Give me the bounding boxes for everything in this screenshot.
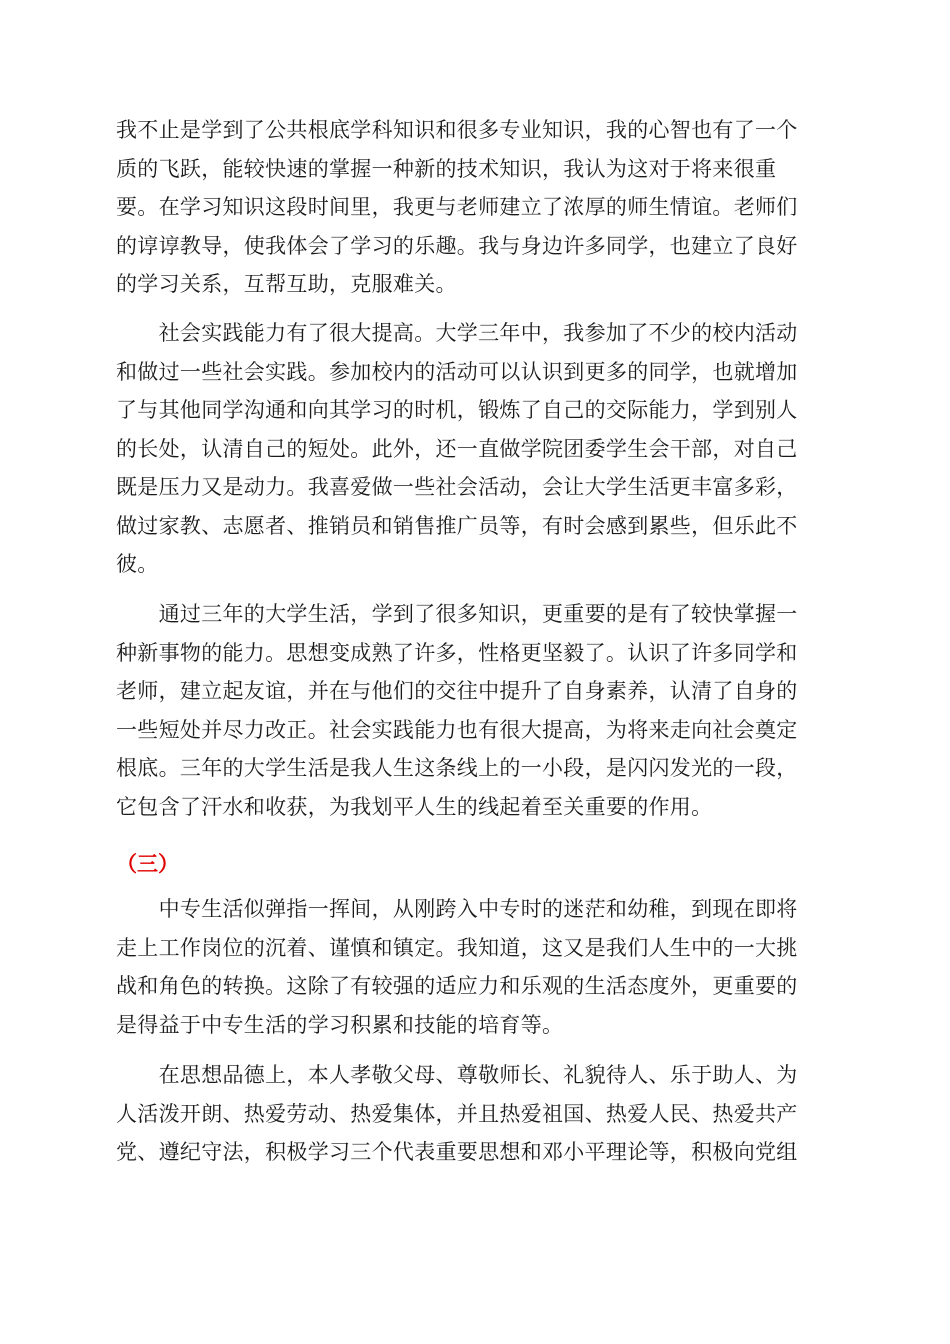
text-line: 通过三年的大学生活，学到了很多知识，更重要的是有了较快掌握一 <box>116 602 798 626</box>
text-line: 了与其他同学沟通和向其学习的时机，锻炼了自己的交际能力，学到别人 <box>116 398 798 422</box>
text-line: 社会实践能力有了很大提高。大学三年中，我参加了不少的校内活动 <box>116 321 798 345</box>
section-heading: （三） <box>116 852 179 876</box>
text-line: 要。在学习知识这段时间里，我更与老师建立了浓厚的师生情谊。老师们 <box>116 195 798 219</box>
text-line: 质的飞跃，能较快速的掌握一种新的技术知识，我认为这对于将来很重 <box>116 156 777 181</box>
text-line: 根底。三年的大学生活是我人生这条线上的一小段，是闪闪发光的一段， <box>116 756 798 780</box>
text-line: 是得益于中专生活的学习积累和技能的培育等。 <box>116 1012 564 1037</box>
paragraph-1 <box>116 111 834 304</box>
paragraph-2 <box>116 314 834 584</box>
text-line: 老师，建立起友谊，并在与他们的交往中提升了自身素养，认清了自身的 <box>116 679 798 703</box>
text-line: 人活泼开朗、热爱劳动、热爱集体，并且热爱祖国、热爱人民、热爱共产 <box>116 1101 798 1126</box>
text-line: 彼。 <box>116 552 159 576</box>
paragraph-5 <box>116 1056 834 1172</box>
text-line: 的谆谆教导，使我体会了学习的乐趣。我与身边许多同学，也建立了良好 <box>116 233 798 258</box>
text-line: 种新事物的能力。思想变成熟了许多，性格更坚毅了。认识了许多同学和 <box>116 640 798 665</box>
text-line: 的学习关系，互帮互助，克服难关。 <box>116 272 457 296</box>
text-line: 党、遵纪守法，积极学习三个代表重要思想和邓小平理论等，积极向党组 <box>116 1140 798 1164</box>
text-line: 既是压力又是动力。我喜爱做一些社会活动，会让大学生活更丰富多彩， <box>116 475 798 499</box>
text-line: 做过家教、志愿者、推销员和销售推广员等，有时会感到累些，但乐此不 <box>116 513 798 538</box>
text-line: 一些短处并尽力改正。社会实践能力也有很大提高，为将来走向社会奠定 <box>116 717 798 742</box>
text-line: 战和角色的转换。这除了有较强的适应力和乐观的生活态度外，更重要的 <box>116 974 798 998</box>
text-line: 和做过一些社会实践。参加校内的活动可以认识到更多的同学，也就增加 <box>116 359 798 384</box>
text-line: 我不止是学到了公共根底学科知识和很多专业知识，我的心智也有了一个 <box>116 118 798 142</box>
paragraph-3 <box>116 595 834 826</box>
text-line: 在思想品德上，本人孝敬父母、尊敬师长、礼貌待人、乐于助人、为 <box>116 1063 798 1087</box>
text-line: 它包含了汗水和收获，为我划平人生的线起着至关重要的作用。 <box>116 794 713 819</box>
paragraph-4 <box>116 890 834 1044</box>
text-line: 走上工作岗位的沉着、谨慎和镇定。我知道，这又是我们人生中的一大挑 <box>116 935 798 960</box>
text-line: 的长处，认清自己的短处。此外，还一直做学院团委学生会干部，对自己 <box>116 436 798 461</box>
text-line: 中专生活似弹指一挥间，从刚跨入中专时的迷茫和幼稚，到现在即将 <box>116 897 798 921</box>
